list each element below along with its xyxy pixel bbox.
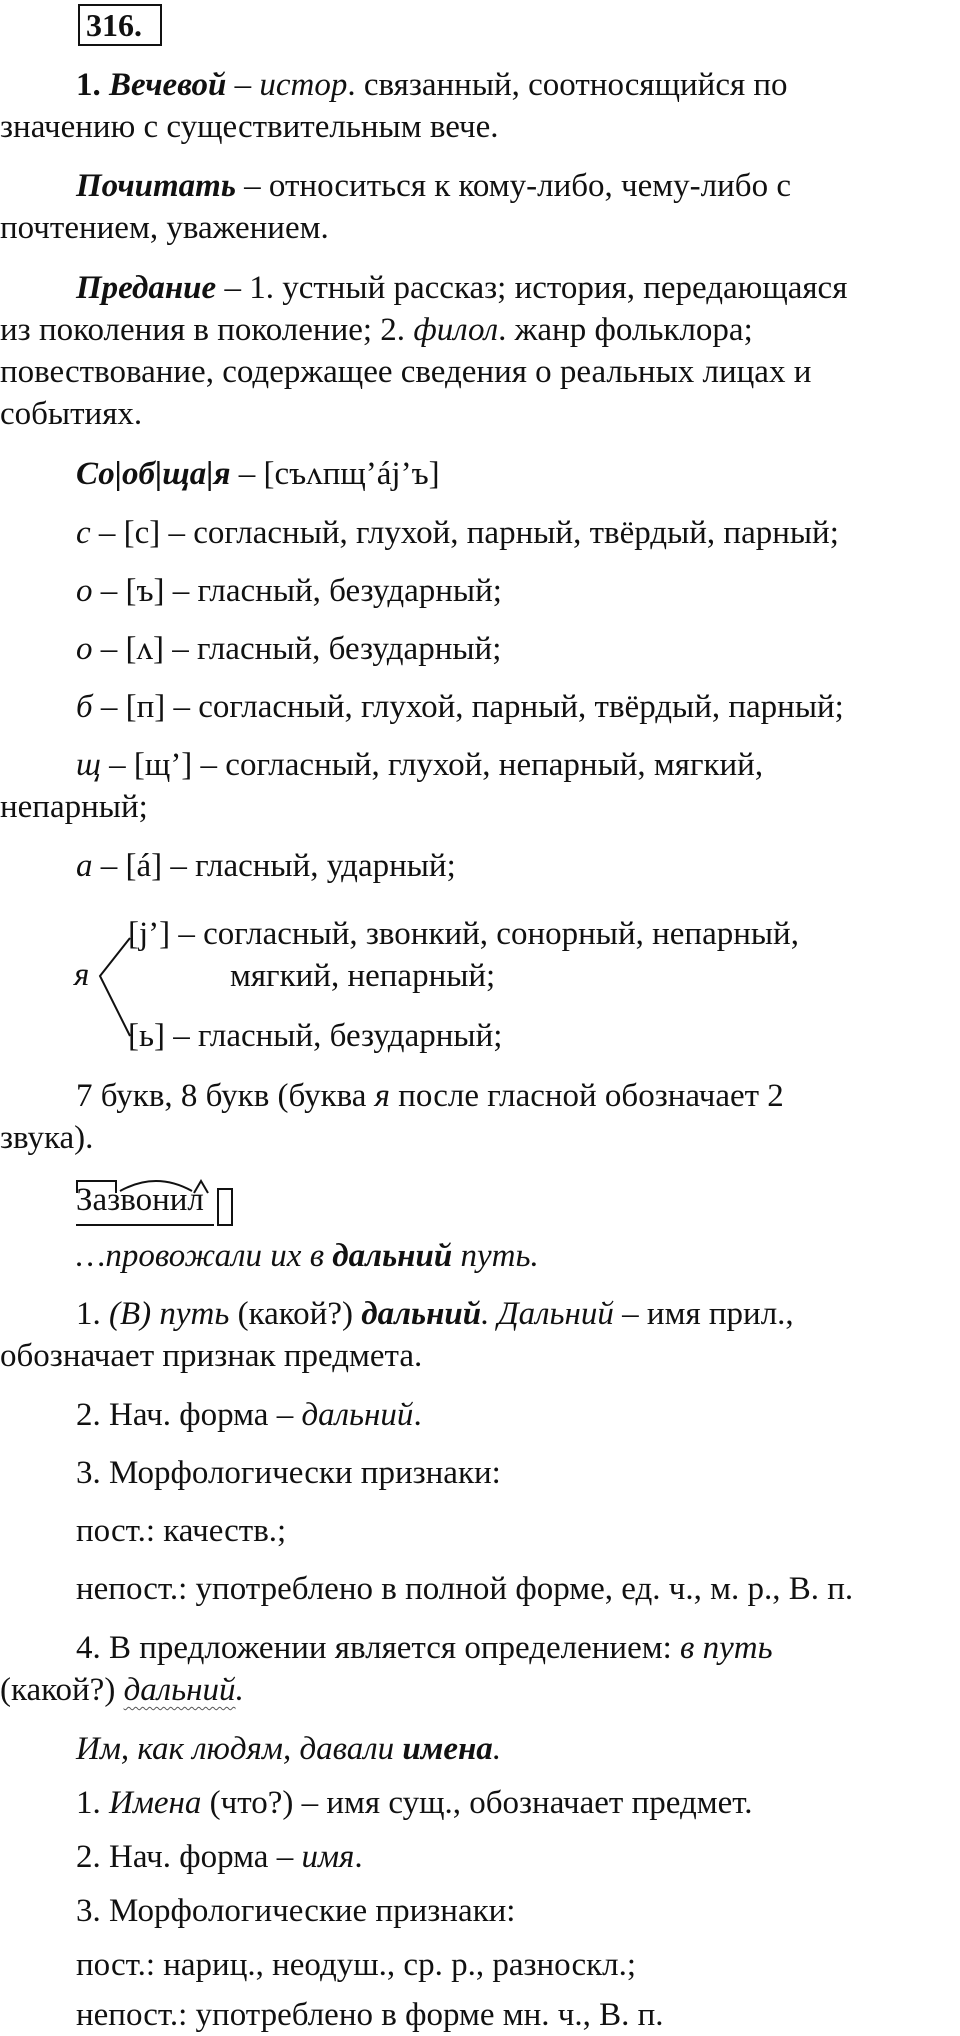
letter-ya: я xyxy=(74,957,90,993)
definition-predanie xyxy=(76,267,847,309)
letter-description: – [п] – согласный, глухой, парный, твёрдый, парный; xyxy=(92,689,844,725)
definition-predanie-line2 xyxy=(0,309,753,351)
analyzed-word: имена xyxy=(402,1731,493,1767)
term-predanie: Предание xyxy=(76,270,217,306)
letter: а xyxy=(76,848,93,884)
term-pochitat: Почитать xyxy=(76,168,236,204)
definition-pochitat-cont: почтением, уважением. xyxy=(0,210,329,246)
sentence-text: . xyxy=(492,1731,502,1767)
definition-text: – относиться к кому-либо, чему-либо с xyxy=(235,168,791,204)
noun-nonconstant-features: непост.: употреблено в форме мн. ч., В. п. xyxy=(76,1997,664,2033)
letter-description: – [ъ] – гласный, безударный; xyxy=(92,573,502,609)
dash: – xyxy=(226,67,260,103)
letters-summary xyxy=(76,1075,784,1117)
letter-description: – [щ’] – согласный, глухой, непарный, мягкий, xyxy=(100,747,764,783)
definition-predanie-line4: событиях. xyxy=(0,396,143,432)
sentence-text: Им, как людям, давали xyxy=(76,1731,403,1767)
sentence-text: путь. xyxy=(452,1238,539,1274)
letter: б xyxy=(76,689,93,725)
analysis-point-1-cont: обозначает признак предмета. xyxy=(0,1338,423,1374)
analysis-point-3: 3. Морфологически признаки: xyxy=(76,1455,501,1491)
summary-text: 7 букв, 8 букв (буква xyxy=(76,1078,375,1114)
noun-point-1: 1. Имена (что?) – имя сущ., обозначает предмет. xyxy=(76,1785,753,1821)
letter: о xyxy=(76,631,93,667)
analysis-point-1: 1. (В) путь (какой?) дальний. Дальний – имя прил., xyxy=(76,1296,794,1332)
example-sentence xyxy=(76,1235,539,1277)
summary-text: после гласной обозначает 2 xyxy=(390,1078,784,1114)
phonetic-header xyxy=(76,453,440,495)
letter: я xyxy=(374,1078,390,1114)
definition-text: из поколения в поколение; 2. xyxy=(0,312,414,348)
definition-text: . связанный, соотносящийся по xyxy=(347,67,788,103)
letter-row xyxy=(76,845,456,887)
definition-pochitat xyxy=(76,165,791,207)
noun-point-3: 3. Морфологические признаки: xyxy=(76,1893,516,1929)
analysis-point-2: 2. Нач. форма – дальний. xyxy=(76,1397,422,1433)
morphemic-analysis xyxy=(76,1175,236,1229)
letter-row xyxy=(76,744,763,786)
syllable-split-word: Со|об|ща|я xyxy=(76,456,231,492)
letter-row xyxy=(76,570,502,612)
definition-number: 1. xyxy=(76,67,101,103)
noun-constant-features: пост.: нариц., неодуш., ср. р., разноскл.; xyxy=(76,1947,637,1983)
ya-branch-consonant: [j’] – согласный, звонкий, сонорный, непарный, xyxy=(128,916,799,952)
nonconstant-features: непост.: употреблено в полной форме, ед. ч., м. р., В. п. xyxy=(76,1571,854,1607)
constant-features: пост.: качеств.; xyxy=(76,1513,287,1549)
ya-branch-vowel: [ь] – гласный, безударный; xyxy=(128,1018,503,1054)
letter-row xyxy=(76,628,501,670)
letter-row xyxy=(76,512,839,554)
letter-row-cont: непарный; xyxy=(0,789,148,825)
morphemic-word: Зазвонил xyxy=(76,1182,204,1218)
definition-text: – 1. устный рассказ; история, передающаяся xyxy=(216,270,848,306)
analysis-point-4-cont: (какой?) дальний. xyxy=(0,1672,244,1708)
ya-branch-consonant-cont: мягкий, непарный; xyxy=(230,958,496,994)
usage-mark: филол xyxy=(413,312,499,348)
letter-description: – [ʌ] – гласный, безударный; xyxy=(92,631,502,667)
letters-summary-cont: звука). xyxy=(0,1120,94,1156)
letter-description: – [á] – гласный, ударный; xyxy=(92,848,456,884)
analysis-point-4: 4. В предложении является определением: в путь xyxy=(76,1630,773,1666)
definition-text: . жанр фольклора; xyxy=(498,312,753,348)
definition-predanie-line3: повествование, содержащее сведения о реальных лицах и xyxy=(0,354,812,390)
letter-row xyxy=(76,686,844,728)
usage-mark: истор xyxy=(259,67,348,103)
example-sentence xyxy=(76,1728,501,1770)
morpheme-marks-icon xyxy=(76,1175,236,1229)
term-vechevoy: Вечевой xyxy=(109,67,227,103)
attribute-underlined: дальний xyxy=(123,1672,236,1708)
sentence-text: …провожали их в xyxy=(76,1238,333,1274)
letter: с xyxy=(76,515,91,551)
noun-point-2: 2. Нач. форма – имя. xyxy=(76,1839,363,1875)
transcription: – [съʌпщ’áj’ъ] xyxy=(230,456,440,492)
analyzed-word: дальний xyxy=(332,1238,453,1274)
letter-description: – [с] – согласный, глухой, парный, твёрдый, парный; xyxy=(90,515,839,551)
definition-vechevoy xyxy=(76,64,788,106)
definition-vechevoy-cont: значению с существительным вече. xyxy=(0,109,499,145)
letter: щ xyxy=(76,747,101,783)
letter: о xyxy=(76,573,93,609)
exercise-number: 316. xyxy=(78,4,162,46)
